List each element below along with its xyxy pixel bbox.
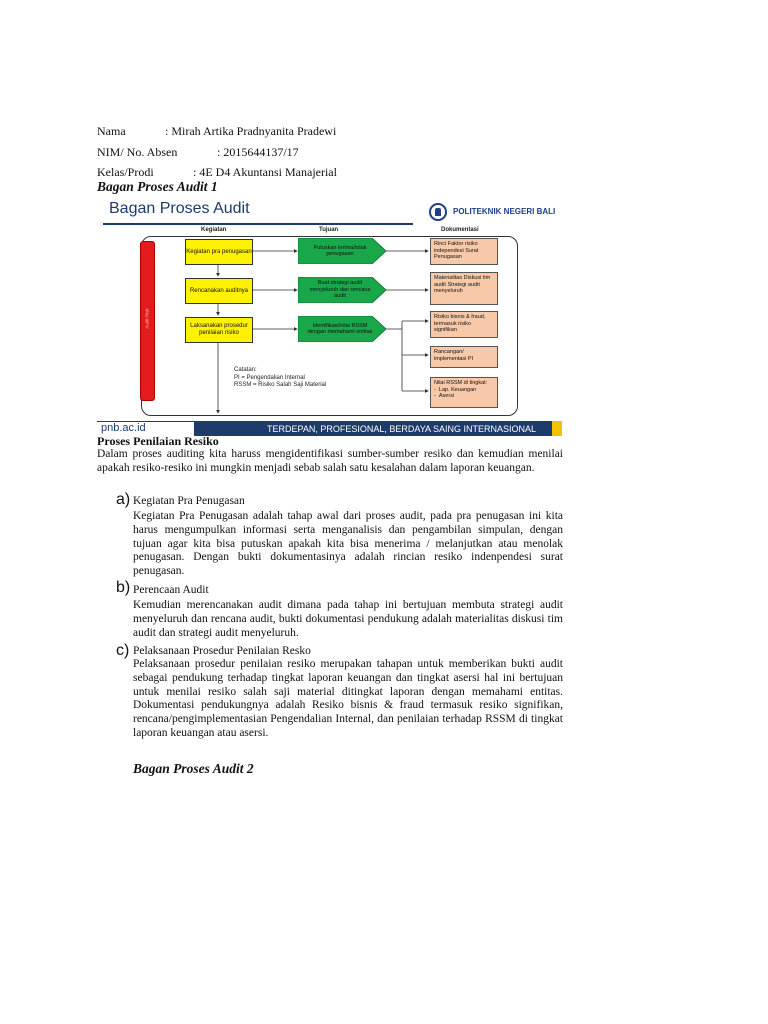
item-a-letter: a)	[116, 491, 131, 508]
item-b-title: Perencaan Audit	[133, 584, 209, 596]
class-label: Kelas/Prodi	[97, 165, 154, 179]
kegiatan-box-2: Rencanakan auditnya	[185, 278, 253, 304]
item-c-letter: c)	[116, 642, 130, 659]
institution-name: POLITEKNIK NEGERI BALI	[453, 207, 556, 216]
col-dokumentasi: Dokumentasi	[441, 227, 479, 233]
intro-paragraph: Dalam proses auditing kita haruss mengidentifikasi sumber-sumber resiko dan kemudian menilai apakah resiko-resiko ini mungkin menjadi sebab salah satu kesalahan dalam laporan keuangan.	[97, 448, 563, 474]
col-kegiatan: Kegiatan	[201, 227, 227, 233]
section-title: Proses Penilaian Resiko	[97, 434, 219, 448]
audit-process-figure	[97, 195, 562, 436]
nim-value: : 2015644137/17	[217, 145, 299, 159]
item-b-body: Kemudian merencanakan audit dimana pada tahap ini bertujuan membuta strategi audit menyeluruh dan rencana audit, bukti dokumentasi pendukung adalah materialitas diskusi tim audit dan strategi audit menyeluruh.	[133, 599, 563, 639]
nim-label: NIM/ No. Absen	[97, 145, 178, 159]
item-c-title: Pelaksanaan Prosedur Penilaian Resko	[133, 645, 311, 657]
doc-box-2: Materialitas Diskusi tim audit Strategi audit menyeluruh	[430, 272, 498, 305]
doc5-title: Nilai RSSM di tingkat:	[434, 380, 488, 386]
catatan-rssm: RSSM = Risiko Salah Saji Material	[234, 382, 327, 388]
name-label: Nama	[97, 124, 126, 138]
tujuan-arrow-2	[298, 277, 388, 303]
doc-box-4: Rancangan/ implementasi PI	[430, 346, 498, 368]
name-value: : Mirah Artika Pradnyanita Pradewi	[165, 124, 337, 138]
catatan-pi: PI = Pengendalian Internal	[234, 374, 305, 381]
col-tujuan: Tujuan	[319, 227, 339, 233]
kegiatan-box-3: Laksanakan prosedur penilaian risiko	[185, 317, 253, 343]
heading-bagan-1: Bagan Proses Audit 1	[97, 179, 218, 194]
tujuan-text-2: Buat strategi audit menyeluruh dan rencana audit	[309, 280, 371, 300]
footer-url: pnb.ac.id	[101, 422, 146, 434]
catatan-title: Catatan:	[234, 367, 257, 373]
tujuan-text-3: Identifikasi/nilai RSSM dengan memahami entitas	[307, 322, 373, 335]
doc-box-3: Risiko bisnis & fraud, termasuk risiko signifikan	[430, 311, 498, 338]
doc5-item: - Lap. Keuangan	[434, 386, 477, 393]
item-a-body: Kegiatan Pra Penugasan adalah tahap awal dari proses audit, pada pra penugasan ini kita harus mengumpulkan informasi serta menganalisis dan pengambilan simpulan, dengan tujuan agar kita bisa putuskan apakah kita bisa menerima / melanjutkan atau menolak penugasan. Dengan bukti dokumentasinya adalah rincian resiko indenpendesi surat penugasan.	[133, 510, 563, 578]
footer-slogan: TERDEPAN, PROFESIONAL, BERDAYA SAING INTERNASIONAL	[267, 424, 537, 434]
tujuan-text-1: Putuskan terima/tolak penugasan	[313, 244, 367, 257]
footer-accent	[552, 421, 562, 436]
item-b-letter: b)	[116, 579, 131, 596]
doc-box-5	[430, 377, 498, 408]
item-a-title: Kegiatan Pra Penugasan	[133, 495, 245, 507]
doc-box-1: Rinci Faktor risiko independesi Surat Penugasan	[430, 238, 498, 265]
catatan-note	[234, 367, 326, 390]
kegiatan-box-1: Kegiatan pra penugasan	[185, 239, 253, 265]
tujuan-arrow-1	[298, 238, 388, 264]
audit-risk-label: Audit Risk	[144, 308, 150, 329]
doc5-item: - Asersi	[434, 393, 455, 399]
tujuan-arrow-3	[298, 316, 388, 342]
heading-bagan-2: Bagan Proses Audit 2	[133, 761, 254, 776]
class-value: : 4E D4 Akuntansi Manajerial	[193, 165, 337, 179]
item-c-body: Pelaksanaan prosedur penilaian resiko merupakan tahapan untuk memberikan bukti audit sebagai pendukung terhadap tingkat laporan keuangan dan tingkat asersi hal ini bertujuan untuk menilai resiko salah saji material ditingkat laporan dengan memahami entitas. Dokumentasi pendukungnya adalah Resiko bisnis & fraud termasuk resiko signifikan, rencana/pengimplementasian Pengendalian Internal, dan penilaian terhadap RSSM di tingkat laporan keuangan atau asersi.	[133, 658, 563, 739]
figure-title: Bagan Proses Audit	[109, 200, 250, 217]
